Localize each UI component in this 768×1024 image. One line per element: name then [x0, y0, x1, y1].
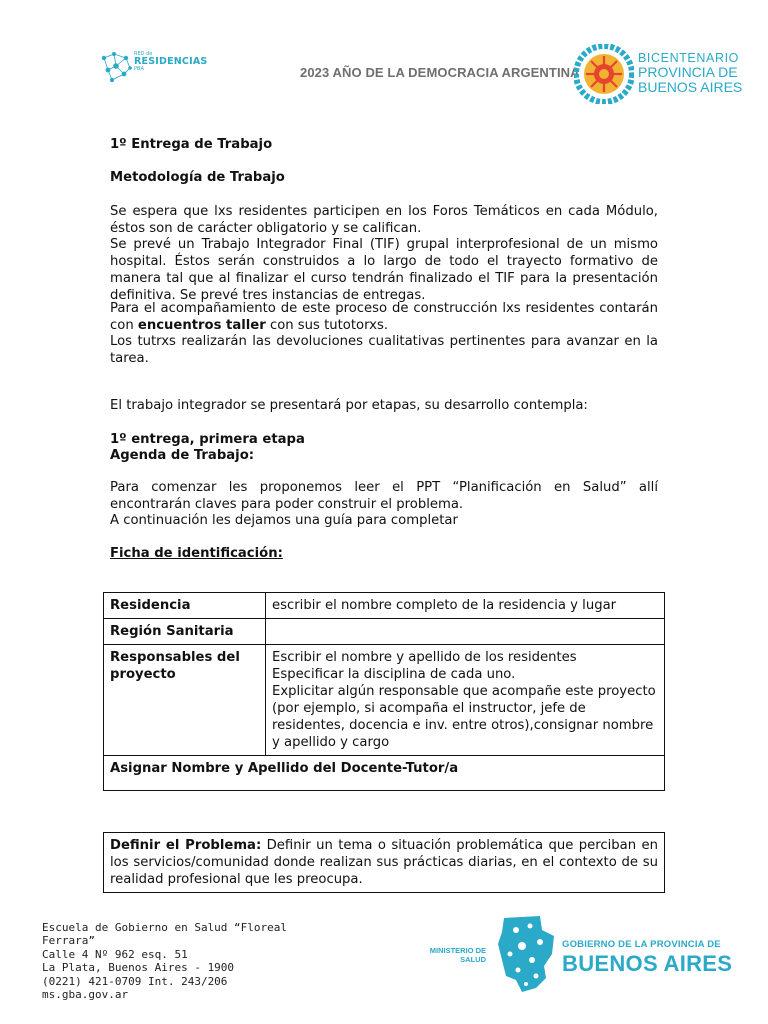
doc-title: 1º Entrega de Trabajo [110, 137, 273, 152]
paragraph-acompanamiento-text: Para el acompañamiento de este proceso de construcción lxs residentes contarán con [110, 301, 658, 333]
responsables-line-1: Escribir el nombre y apellido de los residentes [272, 650, 577, 665]
table-row [104, 756, 665, 791]
ficha-table [103, 592, 665, 791]
residencia-key: Residencia [104, 593, 266, 619]
paragraph-guia: A continuación les dejamos una guía para completar [110, 513, 458, 528]
problema-box [103, 832, 665, 893]
pba-label: PBA [134, 65, 144, 72]
problema-label: Definir el Problema: [110, 838, 262, 853]
section-heading: Metodología de Trabajo [110, 170, 285, 185]
footer-line-1: Escuela de Gobierno en Salud “Floreal [42, 921, 288, 934]
docente-tutor-row[interactable]: Asignar Nombre y Apellido del Docente-Tutor/a [104, 756, 665, 791]
paragraph-devoluciones: Los tutrxs realizarán las devoluciones cualitativas pertinentes para avanzar en la tarea. [110, 334, 658, 366]
entrega-heading: 1º entrega, primera etapa [110, 432, 305, 447]
residencias-label: RESIDENCIAS [134, 56, 208, 67]
paragraph-acompanamiento-end: con sus tutotorxs. [265, 318, 389, 333]
problema-text: Definir un tema o situación problemática que perciban en los servicios/comunidad donde realizan sus prácticas diarias, en el contexto de su realidad profesional que les preocupa. [110, 838, 658, 887]
ministerio-line-2: SALUD [460, 955, 486, 964]
ministerio-line-1: MINISTERIO DE [429, 946, 486, 955]
bicentenario-logo [638, 52, 742, 95]
table-row [104, 619, 665, 645]
region-key: Región Sanitaria [104, 619, 266, 645]
responsables-line-2: Especificar la disciplina de cada uno. [272, 667, 516, 682]
provincia-de-label: PROVINCIA DE [638, 64, 738, 81]
table-row [104, 593, 665, 619]
paragraph-foros: Se espera que lxs residentes participen en los Foros Temáticos en cada Módulo, éstos son de carácter obligatorio y se califican. [110, 204, 658, 236]
buenos-aires-label: BUENOS AIRES [638, 78, 743, 95]
gobierno-logo [562, 940, 732, 975]
paragraph-tif: Se prevé un Trabajo Integrador Final (TIF) grupal interprofesional de un mismo hospital. Éstos serán construidos a lo largo de todo el trayecto formativo de manera tal que al finalizar el curso tendrán finalizado el TIF para la presentación definitiva. Se prevé tres instancias de entregas. [110, 237, 658, 303]
paragraph-ppt: Para comenzar les proponemos leer el PPT “Planificación en Salud” allí encontrarán claves para poder construir el problema. [110, 480, 658, 512]
footer-line-5: (0221) 421-0709 Int. 243/206 [42, 974, 228, 988]
responsables-value[interactable] [266, 645, 665, 756]
footer-address [42, 921, 287, 1001]
red-de-label: RED de [134, 51, 153, 57]
encuentros-taller-emphasis: encuentros taller [137, 318, 266, 333]
responsables-key: Responsables del proyecto [104, 645, 266, 756]
footer-website[interactable]: ms.gba.gov.ar [42, 988, 129, 1002]
paragraph-etapas: El trabajo integrador se presentará por etapas, su desarrollo contempla: [110, 398, 588, 413]
ministerio-salud-label [420, 946, 486, 964]
footer-line-3: Calle 4 Nº 962 esq. 51 [42, 947, 188, 961]
bicentenario-label: BICENTENARIO [638, 51, 739, 65]
province-map-icon [496, 914, 558, 994]
red-residencias-logo [100, 48, 208, 88]
gobierno-buenos-aires-label: BUENOS AIRES [562, 950, 733, 976]
paragraph-acompanamiento [110, 300, 658, 334]
table-row [104, 645, 665, 756]
sun-emblem-icon [574, 44, 634, 104]
region-value[interactable] [266, 619, 665, 645]
responsables-line-3: Explicitar algún responsable que acompañe este proyecto (por ejemplo, si acompaña el instructor, jefe de residentes, docencia e inv. entre otros),consignar nombre y apellido y cargo [272, 684, 656, 750]
footer-line-2: Ferrara” [42, 934, 95, 948]
footer-line-4: La Plata, Buenos Aires - 1900 [42, 961, 235, 975]
agenda-heading: Agenda de Trabajo: [110, 448, 255, 463]
residencia-value[interactable]: escribir el nombre completo de la residencia y lugar [266, 593, 665, 619]
year-slogan: 2023 AÑO DE LA DEMOCRACIA ARGENTINA [300, 65, 580, 80]
gobierno-label: GOBIERNO DE LA PROVINCIA DE [562, 939, 721, 950]
network-icon [100, 50, 134, 86]
ficha-title: Ficha de identificación: [110, 546, 283, 561]
